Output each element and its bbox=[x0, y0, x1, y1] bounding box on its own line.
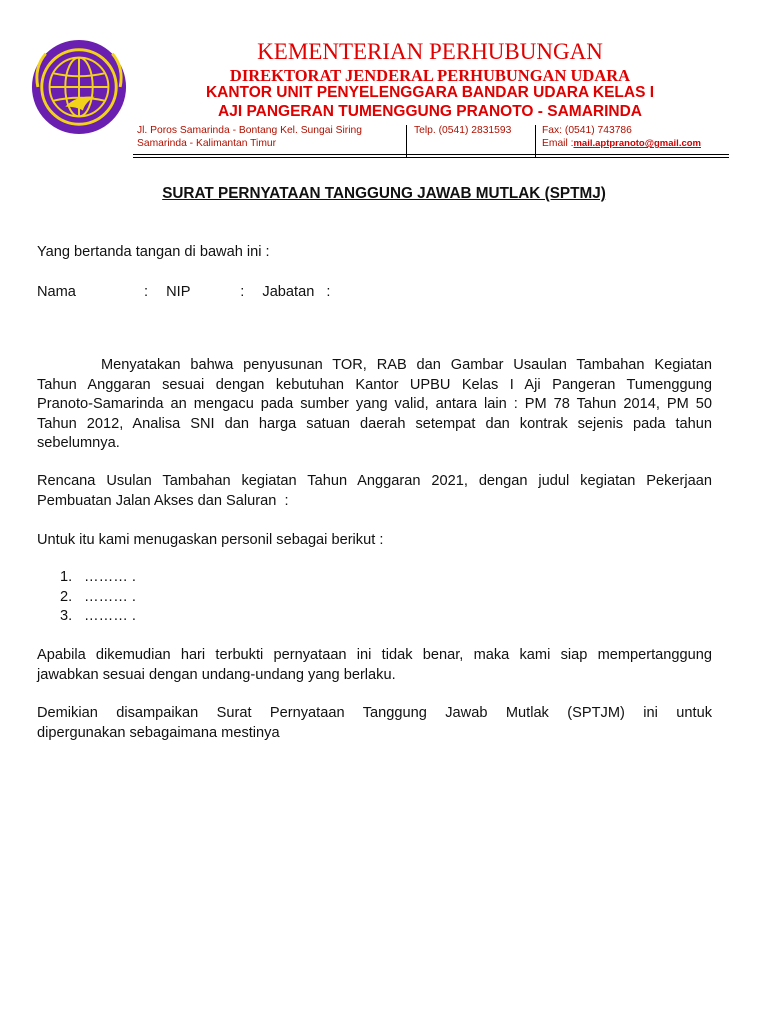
address-block bbox=[137, 124, 362, 150]
statement-paragraph bbox=[37, 356, 712, 454]
paragraph-line: Demikian disampaikan Surat Pernyataan Tanggung Jawab Mutlak (SPTJM) ini untuk bbox=[37, 705, 712, 721]
nama-separator: : bbox=[143, 284, 148, 300]
paragraph-line: Pranoto-Samarinda an mengacu pada sumber yang valid, antara lain : PM 78 Tahun 2014, PM 50 bbox=[37, 396, 712, 412]
contact-divider bbox=[406, 125, 407, 157]
liability-paragraph bbox=[37, 646, 712, 685]
fax: Fax: (0541) 743786 bbox=[542, 125, 632, 136]
jabatan-separator: : bbox=[326, 284, 331, 300]
paragraph-line: Menyatakan bahwa penyusunan TOR, RAB dan Gambar Usaulan Tambahan Kegiatan bbox=[101, 357, 712, 373]
email-label: Email : bbox=[542, 138, 574, 149]
paragraph-line: Pembuatan Jalan Akses dan Saluran : bbox=[37, 492, 289, 509]
letterhead-rule-bottom bbox=[133, 157, 729, 158]
nama-label: Nama bbox=[37, 284, 76, 300]
paragraph-line: Tahun Anggaran sesuai dengan kebutuhan Kantor UPBU Kelas I Aji Pangeran Tumenggung bbox=[37, 376, 712, 393]
address-line-1: Jl. Poros Samarinda - Bontang Kel. Sungai Siring bbox=[137, 125, 362, 136]
ministry-name: KEMENTERIAN PERHUBUNGAN bbox=[257, 39, 603, 64]
telephone: Telp. (0541) 2831593 bbox=[414, 125, 512, 136]
email-line bbox=[542, 137, 701, 150]
address-line-2: Samarinda - Kalimantan Timur bbox=[137, 138, 277, 149]
plan-paragraph bbox=[37, 472, 712, 511]
paragraph-line: Apabila dikemudian hari terbukti pernyataan ini tidak benar, maka kami siap mempertanggung bbox=[37, 647, 712, 663]
fax-block bbox=[542, 124, 701, 150]
nip-separator: : bbox=[240, 284, 245, 300]
document-title: SURAT PERNYATAAN TANGGUNG JAWAB MUTLAK (SPTMJ) bbox=[162, 185, 606, 202]
office-name: KANTOR UNIT PENYELENGGARA BANDAR UDARA KELAS I bbox=[205, 84, 655, 101]
paragraph-line: Tahun 2012, Analisa SNI dan harga satuan daerah setempat dan kontrak sejenis pada tahun bbox=[37, 415, 712, 432]
telephone-block bbox=[414, 124, 511, 137]
intro-text: Yang bertanda tangan di bawah ini : bbox=[37, 244, 270, 260]
jabatan-label: Jabatan bbox=[262, 284, 315, 300]
paragraph-line: Rencana Usulan Tambahan kegiatan Tahun Anggaran 2021, dengan judul kegiatan Pekerjaan bbox=[37, 473, 712, 489]
identity-fields bbox=[37, 283, 712, 303]
closing-paragraph bbox=[37, 704, 712, 743]
assignment-text: Untuk itu kami menugaskan personil sebagai berikut : bbox=[37, 532, 384, 548]
contact-divider bbox=[535, 125, 536, 157]
email-link[interactable]: mail.aptpranoto@gmail.com bbox=[573, 138, 701, 149]
airport-name: AJI PANGERAN TUMENGGUNG PRANOTO - SAMARINDA bbox=[218, 103, 642, 120]
letterhead-rule-top bbox=[133, 154, 729, 155]
paragraph-line: dipergunakan sebagaimana mestinya bbox=[37, 724, 280, 741]
paragraph-line: sebelumnya. bbox=[37, 435, 120, 451]
nip-label: NIP bbox=[166, 284, 191, 300]
personnel-item: 2. ……… . bbox=[60, 589, 136, 605]
directorate-name: DIREKTORAT JENDERAL PERHUBUNGAN UDARA bbox=[229, 66, 631, 85]
personnel-item: 1. ……… . bbox=[60, 569, 136, 585]
paragraph-line: jawabkan sesuai dengan undang-undang yang berlaku. bbox=[37, 666, 396, 683]
personnel-item: 3. ……… . bbox=[60, 608, 136, 624]
ministry-logo-icon bbox=[30, 38, 128, 136]
